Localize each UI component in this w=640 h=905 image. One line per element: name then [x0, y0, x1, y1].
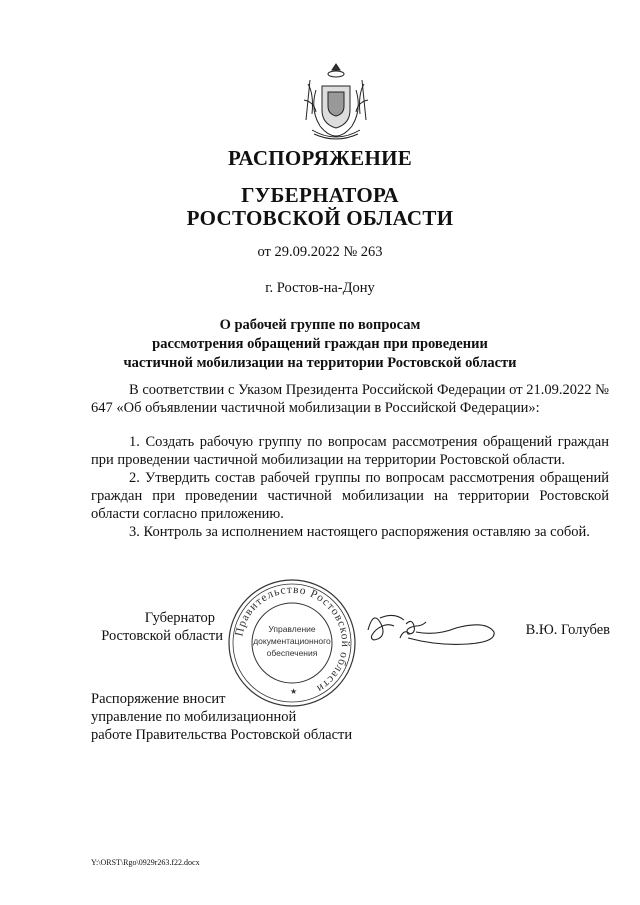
submitter-note	[91, 690, 391, 744]
subject-line3: частичной мобилизации на территории Ростовской области	[123, 355, 517, 371]
authority-title-line2: РОСТОВСКОЙ ОБЛАСТИ	[186, 206, 454, 230]
handwritten-signature	[360, 600, 500, 660]
note-line2: управление по мобилизационной	[91, 709, 297, 725]
document-body	[91, 381, 609, 541]
coat-of-arms-emblem	[294, 60, 378, 144]
item-1-paragraph: 1. Создать рабочую группу по вопросам рассмотрения обращений граждан при проведении частичной мобилизации на территории Ростовской области.	[91, 434, 609, 468]
note-line1: Распоряжение вносит	[91, 691, 226, 707]
item-3-paragraph: 3. Контроль за исполнением настоящего распоряжения оставляю за собой.	[129, 524, 590, 540]
preamble-paragraph: В соответствии с Указом Президента Российской Федерации от 21.09.2022 № 647 «Об объявлении частичной мобилизации в Российской Федерации»:	[91, 382, 609, 416]
document-type-title: РАСПОРЯЖЕНИЕ	[227, 146, 413, 170]
subject-line1: О рабочей группе по вопросам	[219, 317, 421, 333]
document-date-number: от 29.09.2022 № 263	[257, 244, 383, 260]
document-city: г. Ростов-на-Дону	[265, 280, 375, 296]
svg-text:Управление: Управление	[268, 624, 316, 634]
note-line3: работе Правительства Ростовской области	[91, 727, 353, 743]
svg-text:обеспечения: обеспечения	[266, 648, 318, 658]
svg-text:документационного: документационного	[253, 636, 331, 646]
file-path-footer: Y:\ORST\Rgo\0929r263.f22.docx	[91, 858, 200, 867]
svg-text:★: ★	[290, 687, 298, 696]
signatory-title-line2: Ростовской области	[101, 628, 223, 644]
signatory-title-line1: Губернатор	[144, 610, 215, 626]
document-subject	[0, 316, 640, 373]
subject-line2: рассмотрения обращений граждан при проведении	[152, 336, 488, 352]
signatory-name: В.Ю. Голубев	[525, 622, 610, 638]
authority-title-line1: ГУБЕРНАТОРА	[241, 183, 399, 207]
svg-text:Правительство Ростовской облас: Правительство Ростовской области	[233, 583, 352, 695]
signatory-title	[91, 609, 223, 645]
item-2-paragraph: 2. Утвердить состав рабочей группы по вопросам рассмотрения обращений граждан при проведении частичной мобилизации на территории Ростовской области согласно приложению.	[91, 470, 609, 522]
